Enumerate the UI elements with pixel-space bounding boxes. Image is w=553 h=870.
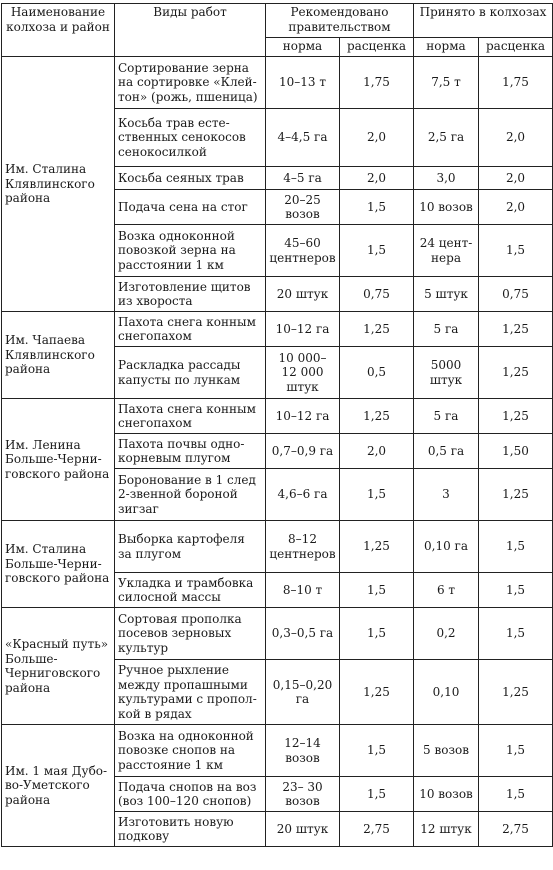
kolkhoz-rate-cell: 1,5 — [479, 225, 553, 277]
work-type-cell: Подача сена на стог — [115, 190, 266, 225]
gov-norm-cell: 4–5 га — [266, 167, 340, 190]
work-type-cell: Ручное рыхление между пропашными культурами с прополкой в рядах — [115, 660, 266, 725]
gov-norm-cell: 4–4,5 га — [266, 109, 340, 167]
kolkhoz-norm-cell: 3 — [414, 469, 479, 521]
gov-norm-cell: 0,15–0,20 га — [266, 660, 340, 725]
work-type-cell: Изготовление щитов из хвороста — [115, 277, 266, 312]
kolkhoz-rate-cell: 1,5 — [479, 573, 553, 608]
gov-norm-cell: 10–12 га — [266, 399, 340, 434]
kolkhoz-norm-cell: 6 т — [414, 573, 479, 608]
kolkhoz-norm-cell: 0,10 — [414, 660, 479, 725]
gov-norm-cell: 10–13 т — [266, 57, 340, 109]
kolkhoz-norm-cell: 0,2 — [414, 608, 479, 660]
gov-rate-cell: 2,75 — [340, 812, 414, 847]
kolkhoz-rate-cell: 2,0 — [479, 190, 553, 225]
kolkhoz-norm-cell: 10 возов — [414, 190, 479, 225]
table-row — [2, 608, 553, 660]
work-type-cell: Выборка картофеля за плугом — [115, 521, 266, 573]
kolkhoz-rate-cell: 1,5 — [479, 608, 553, 660]
kolkhoz-rate-cell: 1,25 — [479, 347, 553, 399]
work-type-cell: Пахота снега конным снегопахом — [115, 312, 266, 347]
kolkhoz-rate-cell: 1,5 — [479, 725, 553, 777]
gov-norm-cell: 45–60 центнеров — [266, 225, 340, 277]
gov-rate-cell: 1,5 — [340, 225, 414, 277]
gov-rate-cell: 0,75 — [340, 277, 414, 312]
gov-norm-cell: 10–12 га — [266, 312, 340, 347]
kolkhoz-norm-cell: 5 возов — [414, 725, 479, 777]
gov-rate-cell: 2,0 — [340, 109, 414, 167]
kolkhoz-norm-cell: 10 возов — [414, 777, 479, 812]
gov-rate-cell: 2,0 — [340, 167, 414, 190]
document-page — [1, 3, 552, 847]
kolkhoz-norm-cell: 5 га — [414, 399, 479, 434]
gov-rate-cell: 1,5 — [340, 469, 414, 521]
work-type-cell: Раскладка рассады капусты по лункам — [115, 347, 266, 399]
header-row — [2, 4, 553, 38]
gov-norm-cell: 8–10 т — [266, 573, 340, 608]
table-row — [2, 399, 553, 434]
kolkhoz-rate-cell: 1,50 — [479, 434, 553, 469]
norms-table — [1, 3, 553, 847]
gov-rate-cell: 1,5 — [340, 190, 414, 225]
kolkhoz-rate-cell: 1,25 — [479, 469, 553, 521]
header-kolkhoz: Принято в колхозах — [414, 4, 553, 38]
table-row — [2, 57, 553, 109]
gov-norm-cell: 20 штук — [266, 277, 340, 312]
table-row — [2, 312, 553, 347]
work-type-cell: Косьба сеяных трав — [115, 167, 266, 190]
gov-norm-cell: 10 000– 12 000 штук — [266, 347, 340, 399]
kolkhoz-rate-cell: 1,5 — [479, 777, 553, 812]
work-type-cell: Возка на одноконной повозке снопов на расстояние 1 км — [115, 725, 266, 777]
kolkhoz-norm-cell: 5 штук — [414, 277, 479, 312]
header-kolkhoz-rate: расценка — [479, 38, 553, 57]
farm-name-cell: Им. Сталина Клявлинского района — [2, 57, 115, 312]
gov-rate-cell: 1,25 — [340, 399, 414, 434]
gov-rate-cell: 1,25 — [340, 312, 414, 347]
gov-norm-cell: 0,3–0,5 га — [266, 608, 340, 660]
header-kolkhoz-norm: норма — [414, 38, 479, 57]
gov-norm-cell: 8–12 центнеров — [266, 521, 340, 573]
kolkhoz-rate-cell: 1,75 — [479, 57, 553, 109]
kolkhoz-rate-cell: 0,75 — [479, 277, 553, 312]
gov-rate-cell: 1,5 — [340, 608, 414, 660]
gov-norm-cell: 12–14 возов — [266, 725, 340, 777]
gov-norm-cell: 0,7–0,9 га — [266, 434, 340, 469]
kolkhoz-norm-cell: 2,5 га — [414, 109, 479, 167]
kolkhoz-norm-cell: 24 центнера — [414, 225, 479, 277]
gov-rate-cell: 1,5 — [340, 777, 414, 812]
farm-name-cell: Им. Сталина Больше-Черниговского района — [2, 521, 115, 608]
gov-rate-cell: 1,5 — [340, 725, 414, 777]
header-gov-rate: расценка — [340, 38, 414, 57]
kolkhoz-norm-cell: 5000 штук — [414, 347, 479, 399]
kolkhoz-norm-cell: 12 штук — [414, 812, 479, 847]
kolkhoz-rate-cell: 1,25 — [479, 399, 553, 434]
kolkhoz-norm-cell: 7,5 т — [414, 57, 479, 109]
kolkhoz-rate-cell: 1,5 — [479, 521, 553, 573]
gov-rate-cell: 0,5 — [340, 347, 414, 399]
kolkhoz-norm-cell: 5 га — [414, 312, 479, 347]
work-type-cell: Сортовая прополка посевов зерновых культур — [115, 608, 266, 660]
kolkhoz-rate-cell: 2,75 — [479, 812, 553, 847]
gov-rate-cell: 2,0 — [340, 434, 414, 469]
gov-norm-cell: 20 штук — [266, 812, 340, 847]
farm-name-cell: Им. 1 мая Дубово-Уметского района — [2, 725, 115, 847]
work-type-cell: Пахота снега конным снегопахом — [115, 399, 266, 434]
farm-name-cell: Им. Ленина Больше-Черниговского района — [2, 399, 115, 521]
work-type-cell: Сортирование зерна на сортировке «Клейтон» (рожь, пшеница) — [115, 57, 266, 109]
work-type-cell: Боронование в 1 след 2-звенной бороной зигзаг — [115, 469, 266, 521]
gov-rate-cell: 1,5 — [340, 573, 414, 608]
table-body — [2, 57, 553, 847]
kolkhoz-norm-cell: 0,5 га — [414, 434, 479, 469]
table-row — [2, 725, 553, 777]
kolkhoz-rate-cell: 2,0 — [479, 109, 553, 167]
gov-rate-cell: 1,75 — [340, 57, 414, 109]
kolkhoz-rate-cell: 2,0 — [479, 167, 553, 190]
header-gov-norm: норма — [266, 38, 340, 57]
kolkhoz-norm-cell: 0,10 га — [414, 521, 479, 573]
kolkhoz-rate-cell: 1,25 — [479, 312, 553, 347]
farm-name-cell: Им. Чапаева Клявлинского района — [2, 312, 115, 399]
header-work: Виды работ — [115, 4, 266, 57]
work-type-cell: Подача снопов на воз (воз 100–120 снопов) — [115, 777, 266, 812]
work-type-cell: Укладка и трамбовка силосной массы — [115, 573, 266, 608]
farm-name-cell: «Красный путь» Больше-Черниговского района — [2, 608, 115, 725]
gov-rate-cell: 1,25 — [340, 660, 414, 725]
work-type-cell: Пахота почвы однокорневым плугом — [115, 434, 266, 469]
header-gov: Рекомендовано правительством — [266, 4, 414, 38]
kolkhoz-norm-cell: 3,0 — [414, 167, 479, 190]
gov-norm-cell: 23– 30 возов — [266, 777, 340, 812]
table-row — [2, 521, 553, 573]
kolkhoz-rate-cell: 1,25 — [479, 660, 553, 725]
work-type-cell: Возка одноконной повозкой зерна на расстоянии 1 км — [115, 225, 266, 277]
header-farm: Наименование колхоза и район — [2, 4, 115, 57]
work-type-cell: Изготовить новую подкову — [115, 812, 266, 847]
gov-norm-cell: 4,6–6 га — [266, 469, 340, 521]
work-type-cell: Косьба трав естественных сенокосов сенокосилкой — [115, 109, 266, 167]
gov-rate-cell: 1,25 — [340, 521, 414, 573]
gov-norm-cell: 20–25 возов — [266, 190, 340, 225]
